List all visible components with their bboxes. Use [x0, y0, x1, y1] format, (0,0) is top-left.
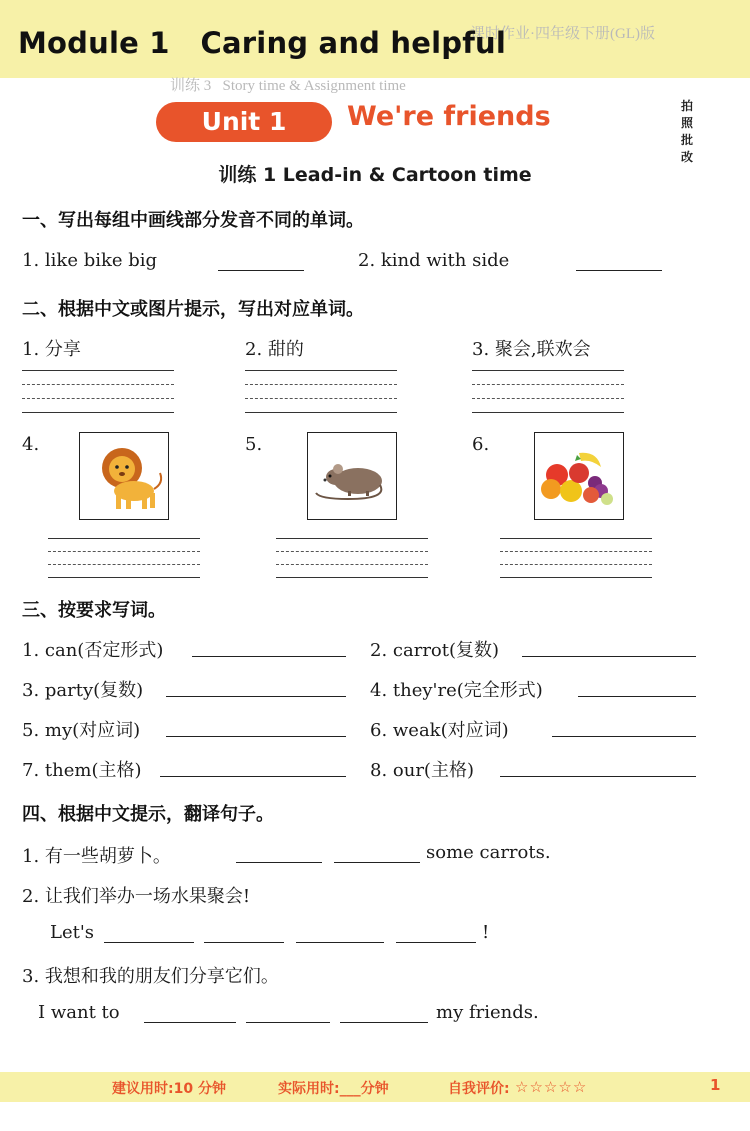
writing-lines[interactable]	[500, 538, 652, 580]
answer-line[interactable]	[204, 942, 284, 943]
writing-lines[interactable]	[245, 370, 397, 416]
unit-title: We're friends	[347, 101, 551, 132]
answer-line[interactable]	[144, 1022, 236, 1023]
answer-line[interactable]	[296, 942, 384, 943]
section-3-heading: 三、按要求写词。	[22, 600, 166, 621]
answer-line[interactable]	[218, 270, 304, 271]
writing-lines[interactable]	[22, 370, 174, 416]
answer-line[interactable]	[104, 942, 194, 943]
star-icon[interactable]: ☆	[558, 1078, 572, 1096]
section-4-q2-prompt: 2. 让我们举办一场水果聚会!	[22, 886, 251, 907]
answer-line[interactable]	[552, 736, 696, 737]
section-2-item-2: 2. 甜的	[245, 339, 304, 360]
section-3-item-6: 6. weak(对应词)	[370, 720, 509, 741]
section-2-heading: 二、根据中文或图片提示，写出对应单词。	[22, 299, 364, 320]
section-4-q1-tail: some carrots.	[426, 842, 551, 863]
section-2-item-5: 5.	[245, 434, 263, 455]
section-4-q2-start: Let's	[50, 922, 95, 943]
answer-line[interactable]	[500, 776, 696, 777]
suggested-time: 建议用时:10 分钟	[112, 1081, 226, 1097]
module-title: Module 1 Caring and helpful	[18, 26, 507, 60]
answer-line[interactable]	[576, 270, 662, 271]
answer-line[interactable]	[236, 862, 322, 863]
mouse-picture	[307, 432, 397, 520]
section-3-item-8: 8. our(主格)	[370, 760, 474, 781]
section-4-q3-prompt: 3. 我想和我的朋友们分享它们。	[22, 966, 279, 987]
answer-line[interactable]	[192, 656, 346, 657]
answer-line[interactable]	[166, 696, 346, 697]
answer-line[interactable]	[166, 736, 346, 737]
section-3-item-2: 2. carrot(复数)	[370, 640, 500, 661]
writing-lines[interactable]	[276, 538, 428, 580]
section-3-item-3: 3. party(复数)	[22, 680, 144, 701]
section-3-item-4: 4. they're(完全形式)	[370, 680, 543, 701]
section-3-item-1: 1. can(否定形式)	[22, 640, 164, 661]
star-icon[interactable]: ☆	[515, 1078, 529, 1096]
section-4-q1-prompt: 1. 有一些胡萝卜。	[22, 846, 171, 867]
section-1-heading: 一、写出每组中画线部分发音不同的单词。	[22, 210, 364, 231]
answer-line[interactable]	[334, 862, 420, 863]
writing-lines[interactable]	[472, 370, 624, 416]
self-evaluation-stars[interactable]	[515, 1077, 587, 1096]
answer-line[interactable]	[396, 942, 476, 943]
section-2-item-4: 4.	[22, 434, 40, 455]
writing-lines[interactable]	[48, 538, 200, 580]
fruit-picture	[534, 432, 624, 520]
section-1-item-1: 1. like bike big	[22, 250, 158, 271]
section-1-item-2: 2. kind with side	[358, 250, 510, 271]
section-2-item-3: 3. 聚会,联欢会	[472, 339, 591, 360]
self-evaluation-label: 自我评价:	[448, 1081, 510, 1097]
star-icon[interactable]: ☆	[529, 1078, 543, 1096]
actual-time: 实际用时:___分钟	[278, 1081, 389, 1097]
page-number: 1	[710, 1076, 721, 1094]
section-2-item-6: 6.	[472, 434, 490, 455]
section-4-q3-start: I want to	[38, 1002, 120, 1023]
section-4-heading: 四、根据中文提示，翻译句子。	[22, 804, 274, 825]
bleed-through-text: 课时作业·四年级下册(GL)版	[470, 26, 655, 42]
answer-line[interactable]	[160, 776, 346, 777]
lesson-title: 训练 1 Lead-in & Cartoon time	[218, 164, 532, 186]
section-4-q3-end: my friends.	[436, 1002, 539, 1023]
section-2-item-1: 1. 分享	[22, 339, 81, 360]
unit-label: Unit 1	[156, 102, 332, 142]
answer-line[interactable]	[578, 696, 696, 697]
section-3-item-5: 5. my(对应词)	[22, 720, 141, 741]
photo-grading-tag[interactable]: 拍照批改	[680, 99, 693, 164]
section-3-item-7: 7. them(主格)	[22, 760, 142, 781]
star-icon[interactable]: ☆	[543, 1078, 558, 1096]
lion-picture	[79, 432, 169, 520]
star-icon[interactable]: ☆	[572, 1078, 587, 1096]
answer-line[interactable]	[340, 1022, 428, 1023]
answer-line[interactable]	[522, 656, 696, 657]
bleed-through-text: 训练 3 Story time & Assignment time	[170, 78, 406, 94]
section-4-q2-end: !	[482, 922, 490, 943]
answer-line[interactable]	[246, 1022, 330, 1023]
